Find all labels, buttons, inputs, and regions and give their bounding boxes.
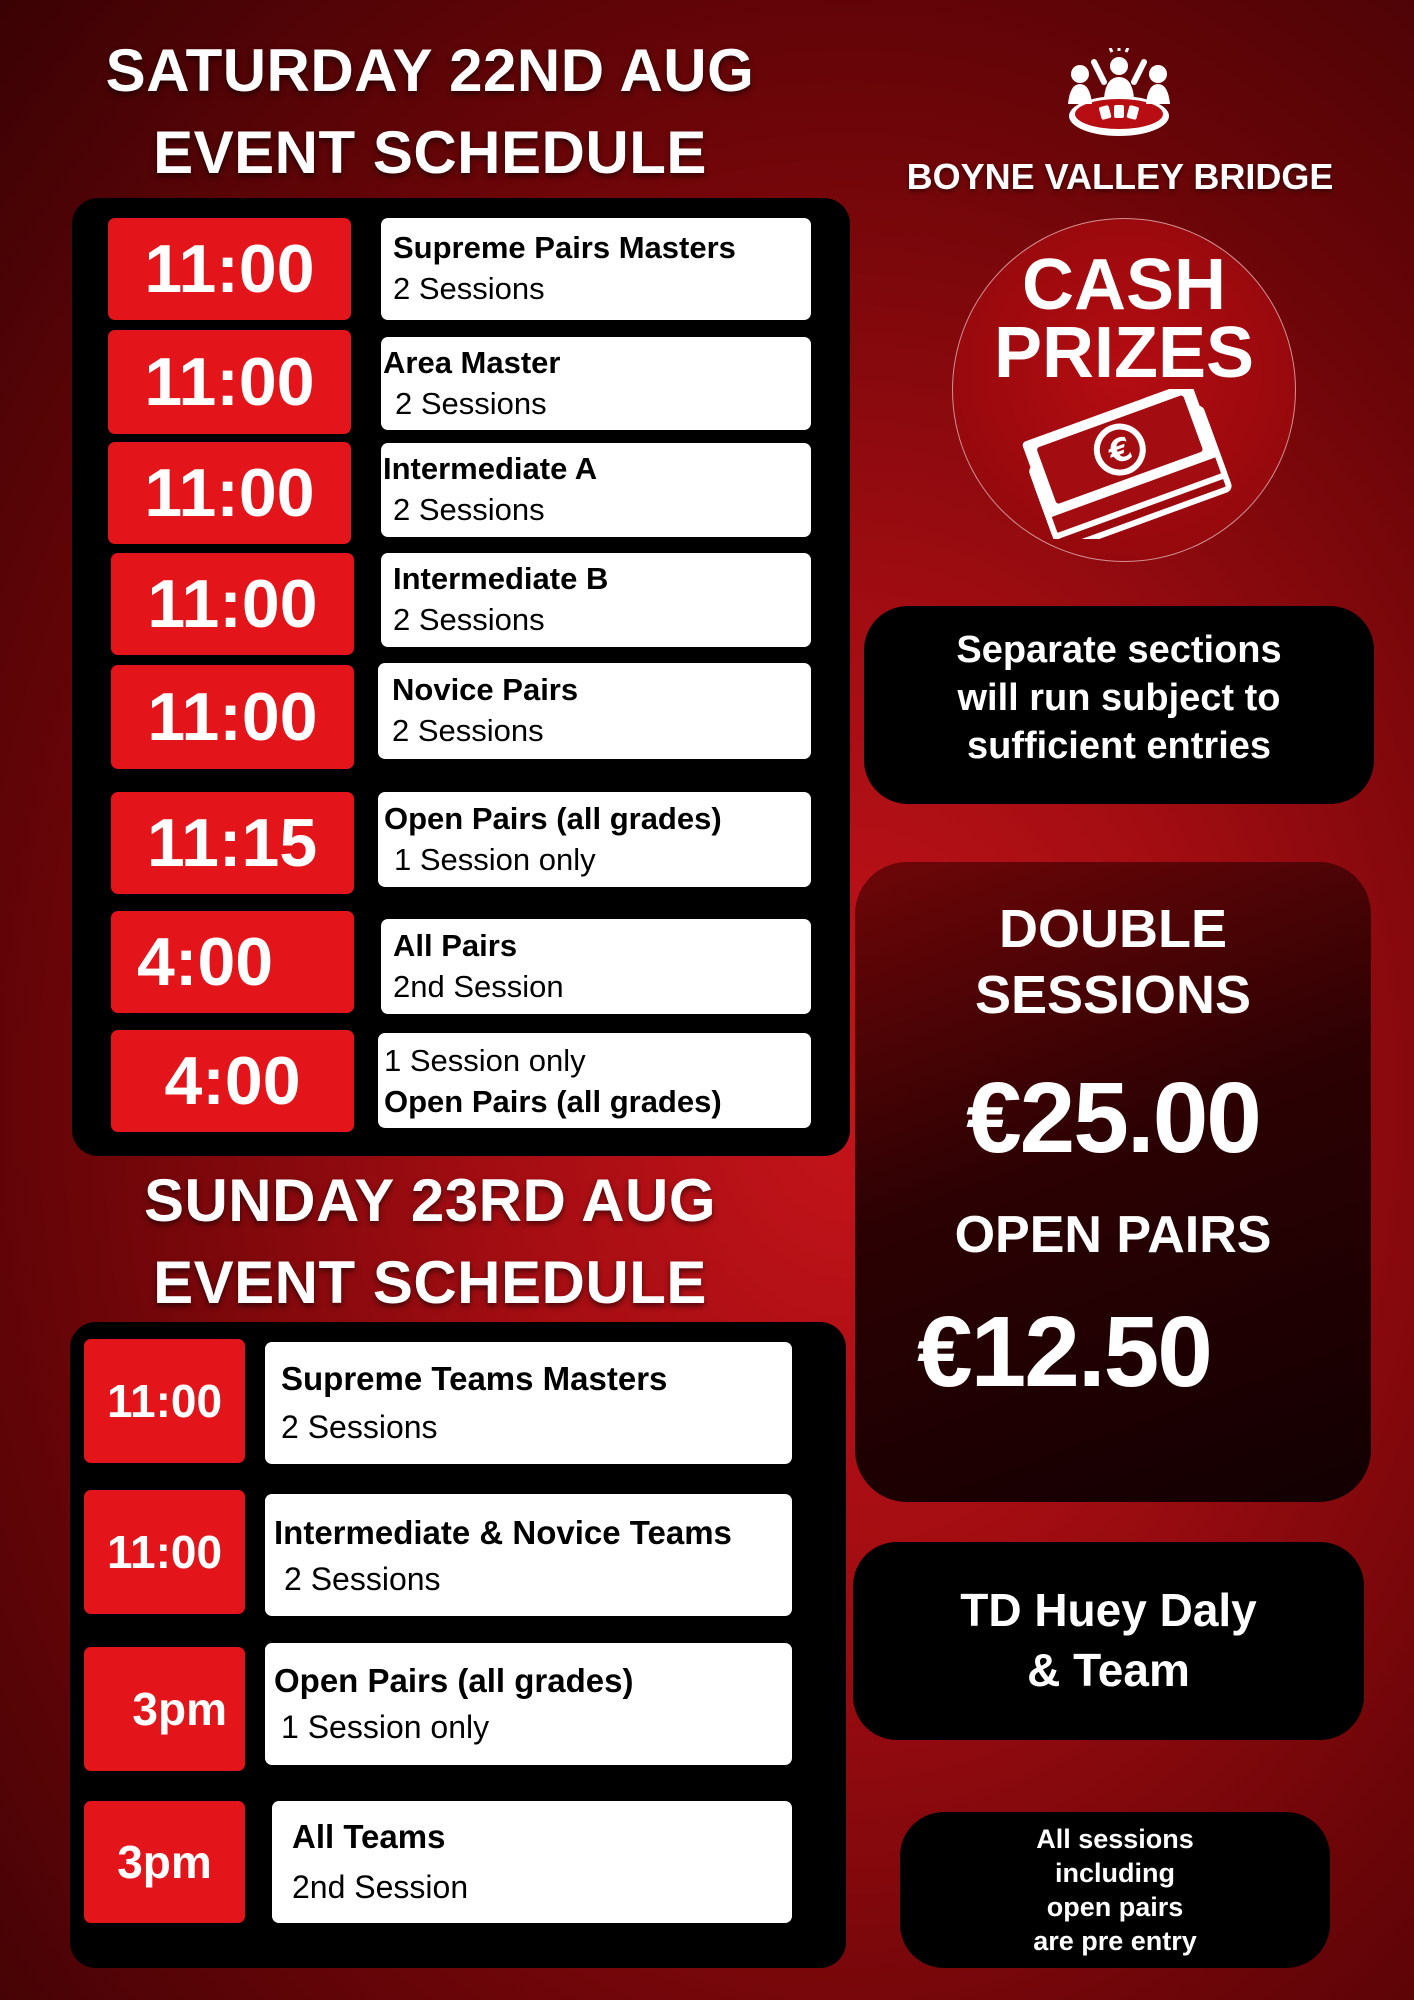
- event-name: Open Pairs (all grades): [274, 1662, 634, 1699]
- pricing-panel: [855, 862, 1371, 1502]
- event-sessions: 2 Sessions: [393, 602, 545, 637]
- event-name: Intermediate & Novice Teams: [274, 1514, 732, 1551]
- event-name: Area Master: [383, 344, 561, 380]
- event-sessions: 1 Session only: [384, 1042, 586, 1078]
- event-card: [381, 218, 811, 320]
- open-pairs-price: €12.50: [917, 1296, 1211, 1408]
- event-time: 11:00: [84, 1490, 245, 1614]
- double-sessions-price: €25.00: [966, 1062, 1260, 1174]
- event-sessions: 1 Session only: [394, 841, 596, 877]
- double-sessions-line2: SESSIONS: [974, 965, 1252, 1025]
- event-card: [265, 1342, 792, 1464]
- event-name: Intermediate B: [393, 561, 609, 596]
- event-sessions: 2 Sessions: [284, 1561, 441, 1597]
- event-name: Open Pairs (all grades): [384, 800, 722, 836]
- event-time: 11:00: [108, 218, 351, 320]
- event-card: [381, 443, 811, 537]
- sections-notice: [864, 606, 1374, 804]
- event-card: [378, 1033, 811, 1128]
- cash-prizes-line2: PRIZES: [993, 313, 1255, 393]
- pre-entry-line: are pre entry: [1033, 1926, 1197, 1956]
- pre-entry-line: including: [1055, 1858, 1175, 1888]
- tournament-director-box: [853, 1542, 1364, 1740]
- saturday-title-line1: SATURDAY 22ND AUG: [105, 37, 755, 104]
- event-card: [378, 792, 811, 887]
- event-name: Intermediate A: [383, 451, 598, 486]
- event-time: 4:00: [111, 911, 354, 1013]
- cash-prizes-badge: [952, 218, 1296, 562]
- event-name: Supreme Pairs Masters: [393, 230, 736, 265]
- sections-notice-line: Separate sections: [956, 629, 1282, 671]
- event-sessions: 2nd Session: [393, 968, 564, 1004]
- event-card: [378, 663, 811, 759]
- sunday-title: [60, 1160, 800, 1324]
- sections-notice-line: sufficient entries: [966, 725, 1272, 767]
- event-time: 3pm: [84, 1801, 245, 1923]
- saturday-title: [60, 30, 800, 194]
- event-time: 3pm: [84, 1647, 245, 1771]
- sunday-title-line2: EVENT SCHEDULE: [153, 1249, 707, 1316]
- event-sessions: 2 Sessions: [395, 385, 547, 421]
- event-time: 11:00: [111, 665, 354, 769]
- event-name: All Teams: [292, 1818, 446, 1855]
- event-card: [381, 337, 811, 430]
- event-time: 11:00: [111, 553, 354, 655]
- event-card: [272, 1801, 792, 1923]
- event-sessions: 2 Sessions: [393, 492, 545, 527]
- pre-entry-line: open pairs: [1046, 1892, 1184, 1922]
- sunday-title-line1: SUNDAY 23RD AUG: [143, 1167, 717, 1234]
- event-sessions: 2 Sessions: [392, 713, 544, 748]
- pre-entry-notice: [900, 1812, 1330, 1968]
- td-line1: TD Huey Daly: [960, 1584, 1257, 1636]
- event-time: 11:00: [108, 442, 351, 544]
- bridge-players-icon: [1064, 48, 1174, 144]
- double-sessions-line1: DOUBLE: [999, 899, 1227, 959]
- svg-text:€: €: [1103, 428, 1138, 473]
- event-sessions: 2nd Session: [292, 1869, 469, 1905]
- open-pairs-label: OPEN PAIRS: [954, 1206, 1272, 1264]
- saturday-title-line2: EVENT SCHEDULE: [153, 119, 707, 186]
- brand-logo: [1064, 48, 1174, 144]
- brand-name: BOYNE VALLEY BRIDGE: [906, 156, 1334, 197]
- cash-prizes-line1: CASH: [1021, 245, 1226, 325]
- event-card: [265, 1494, 792, 1616]
- event-name: Novice Pairs: [392, 672, 579, 707]
- event-card: [265, 1643, 792, 1765]
- event-name: Supreme Teams Masters: [281, 1360, 668, 1397]
- event-sessions: 2 Sessions: [393, 271, 545, 306]
- euro-banknotes-icon: [1013, 389, 1235, 539]
- event-card: [381, 553, 811, 647]
- event-name: Open Pairs (all grades): [384, 1083, 722, 1119]
- event-time: 4:00: [111, 1030, 354, 1132]
- event-time: 11:15: [111, 792, 354, 894]
- td-line2: & Team: [1027, 1644, 1190, 1696]
- pre-entry-line: All sessions: [1036, 1824, 1194, 1854]
- event-name: All Pairs: [393, 927, 518, 963]
- event-card: [381, 919, 811, 1014]
- event-time: 11:00: [108, 330, 351, 434]
- event-sessions: 2 Sessions: [281, 1409, 438, 1445]
- sections-notice-line: will run subject to: [957, 677, 1281, 719]
- event-time: 11:00: [84, 1339, 245, 1463]
- event-sessions: 1 Session only: [281, 1709, 490, 1745]
